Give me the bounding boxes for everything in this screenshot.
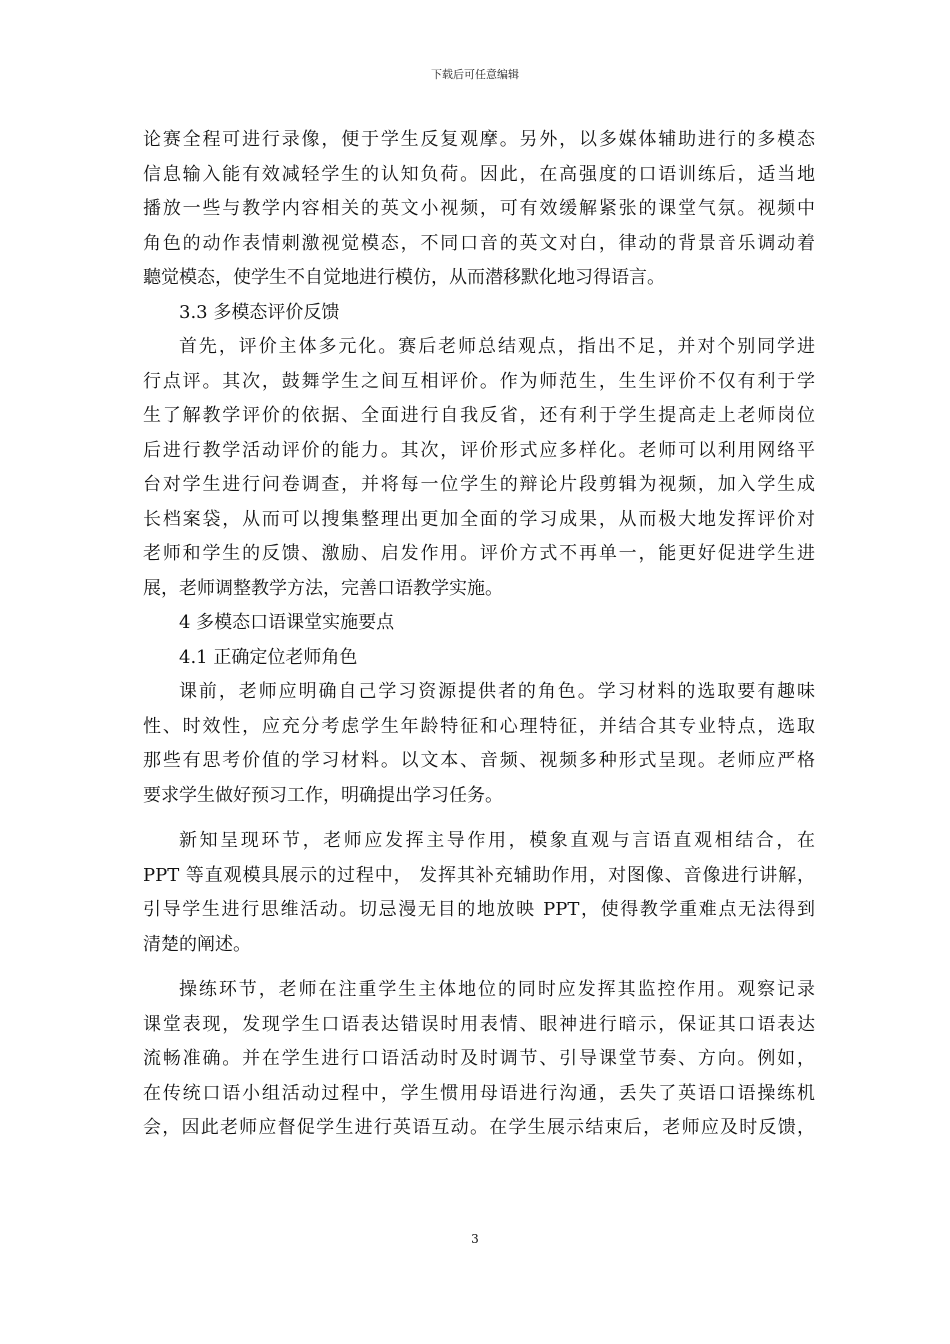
paragraph (143, 824, 815, 962)
text-line: 后进行教学活动评价的能力。其次，评价形式应多样化。老师可以利用网络平 (143, 439, 815, 461)
paragraph (143, 973, 815, 1146)
text-line: 操练环节，老师在注重学生主体地位的同时应发挥其监控作用。观察记录 (179, 979, 815, 1000)
section-heading (143, 296, 815, 331)
paragraph-gap (143, 962, 815, 973)
heading-text: 3.3 多模态评价反馈 (179, 301, 340, 323)
text-line: 引导学生进行思维活动。切忌漫无目的地放映 PPT，使得教学重难点无法得到 (143, 899, 815, 920)
heading-text: 4.1 正确定位老师角色 (179, 646, 358, 668)
paragraph (143, 675, 815, 813)
text-line: 性、时效性，应充分考虑学生年龄特征和心理特征，并结合其专业特点，选取 (143, 715, 815, 737)
text-line: 行点评。其次，鼓舞学生之间互相评价。作为师范生，生生评价不仅有利于学 (143, 370, 815, 392)
text-line: 信息输入能有效减轻学生的认知负荷。因此，在高强度的口语训练后，适当地 (143, 163, 815, 185)
text-line: 要求学生做好预习工作，明确提出学习任务。 (143, 784, 503, 806)
text-line: 清楚的阐述。 (143, 933, 251, 955)
section-heading (143, 606, 815, 641)
text-line: 生了解教学评价的依据、全面进行自我反省，还有利于学生提高走上老师岗位 (143, 405, 815, 426)
text-line: 新知呈现环节，老师应发挥主导作用，模象直观与言语直观相结合，在 (179, 830, 815, 851)
paragraph (143, 330, 815, 606)
text-line: 台对学生进行问卷调查，并将每一位学生的辩论片段剪辑为视频，加入学生成 (143, 474, 815, 495)
page-header: 下载后可任意编辑 (431, 68, 519, 81)
text-line: 课前，老师应明确自己学习资源提供者的角色。学习材料的选取要有趣味 (179, 681, 815, 702)
text-line: PPT 等直观模具展示的过程中， 发挥其补充辅助作用，对图像、音像进行讲解， (143, 864, 815, 886)
text-line: 角色的动作表情刺激视觉模态，不同口音的英文对白，律动的背景音乐调动着 (143, 232, 815, 254)
document-body (143, 123, 815, 1146)
paragraph-gap (143, 813, 815, 824)
text-line: 老师和学生的反馈、激励、启发作用。评价方式不再单一，能更好促进学生进 (143, 543, 815, 564)
text-line: 流畅准确。并在学生进行口语活动时及时调节、引导课堂节奏、方向。例如， (143, 1048, 815, 1069)
text-line: 论赛全程可进行录像，便于学生反复观摩。另外，以多媒体辅助进行的多模态 (143, 129, 815, 150)
paragraph (143, 123, 815, 296)
text-line: 课堂表现，发现学生口语表达错误时用表情、眼神进行暗示，保证其口语表达 (143, 1013, 815, 1035)
text-line: 播放一些与教学内容相关的英文小视频，可有效缓解紧张的课堂气氛。视频中 (143, 198, 815, 219)
text-line: 在传统口语小组活动过程中，学生惯用母语进行沟通，丢失了英语口语操练机 (143, 1082, 815, 1104)
text-line: 那些有思考价值的学习材料。以文本、音频、视频多种形式呈现。老师应严格 (143, 750, 815, 771)
text-line: 长档案袋，从而可以搜集整理出更加全面的学习成果，从而极大地发挥评价对 (143, 508, 815, 530)
subsection-heading (143, 641, 815, 676)
text-line: 首先，评价主体多元化。赛后老师总结观点，指出不足，并对个别同学进 (179, 336, 815, 357)
text-line: 聽觉模态，使学生不自觉地进行模仿，从而潜移默化地习得语言。 (143, 267, 665, 288)
page-number: 3 (471, 1232, 479, 1246)
text-line: 会，因此老师应督促学生进行英语互动。在学生展示结束后，老师应及时反馈， (143, 1117, 815, 1138)
heading-text: 4 多模态口语课堂实施要点 (179, 612, 395, 633)
text-line: 展，老师调整教学方法，完善口语教学实施。 (143, 577, 503, 599)
